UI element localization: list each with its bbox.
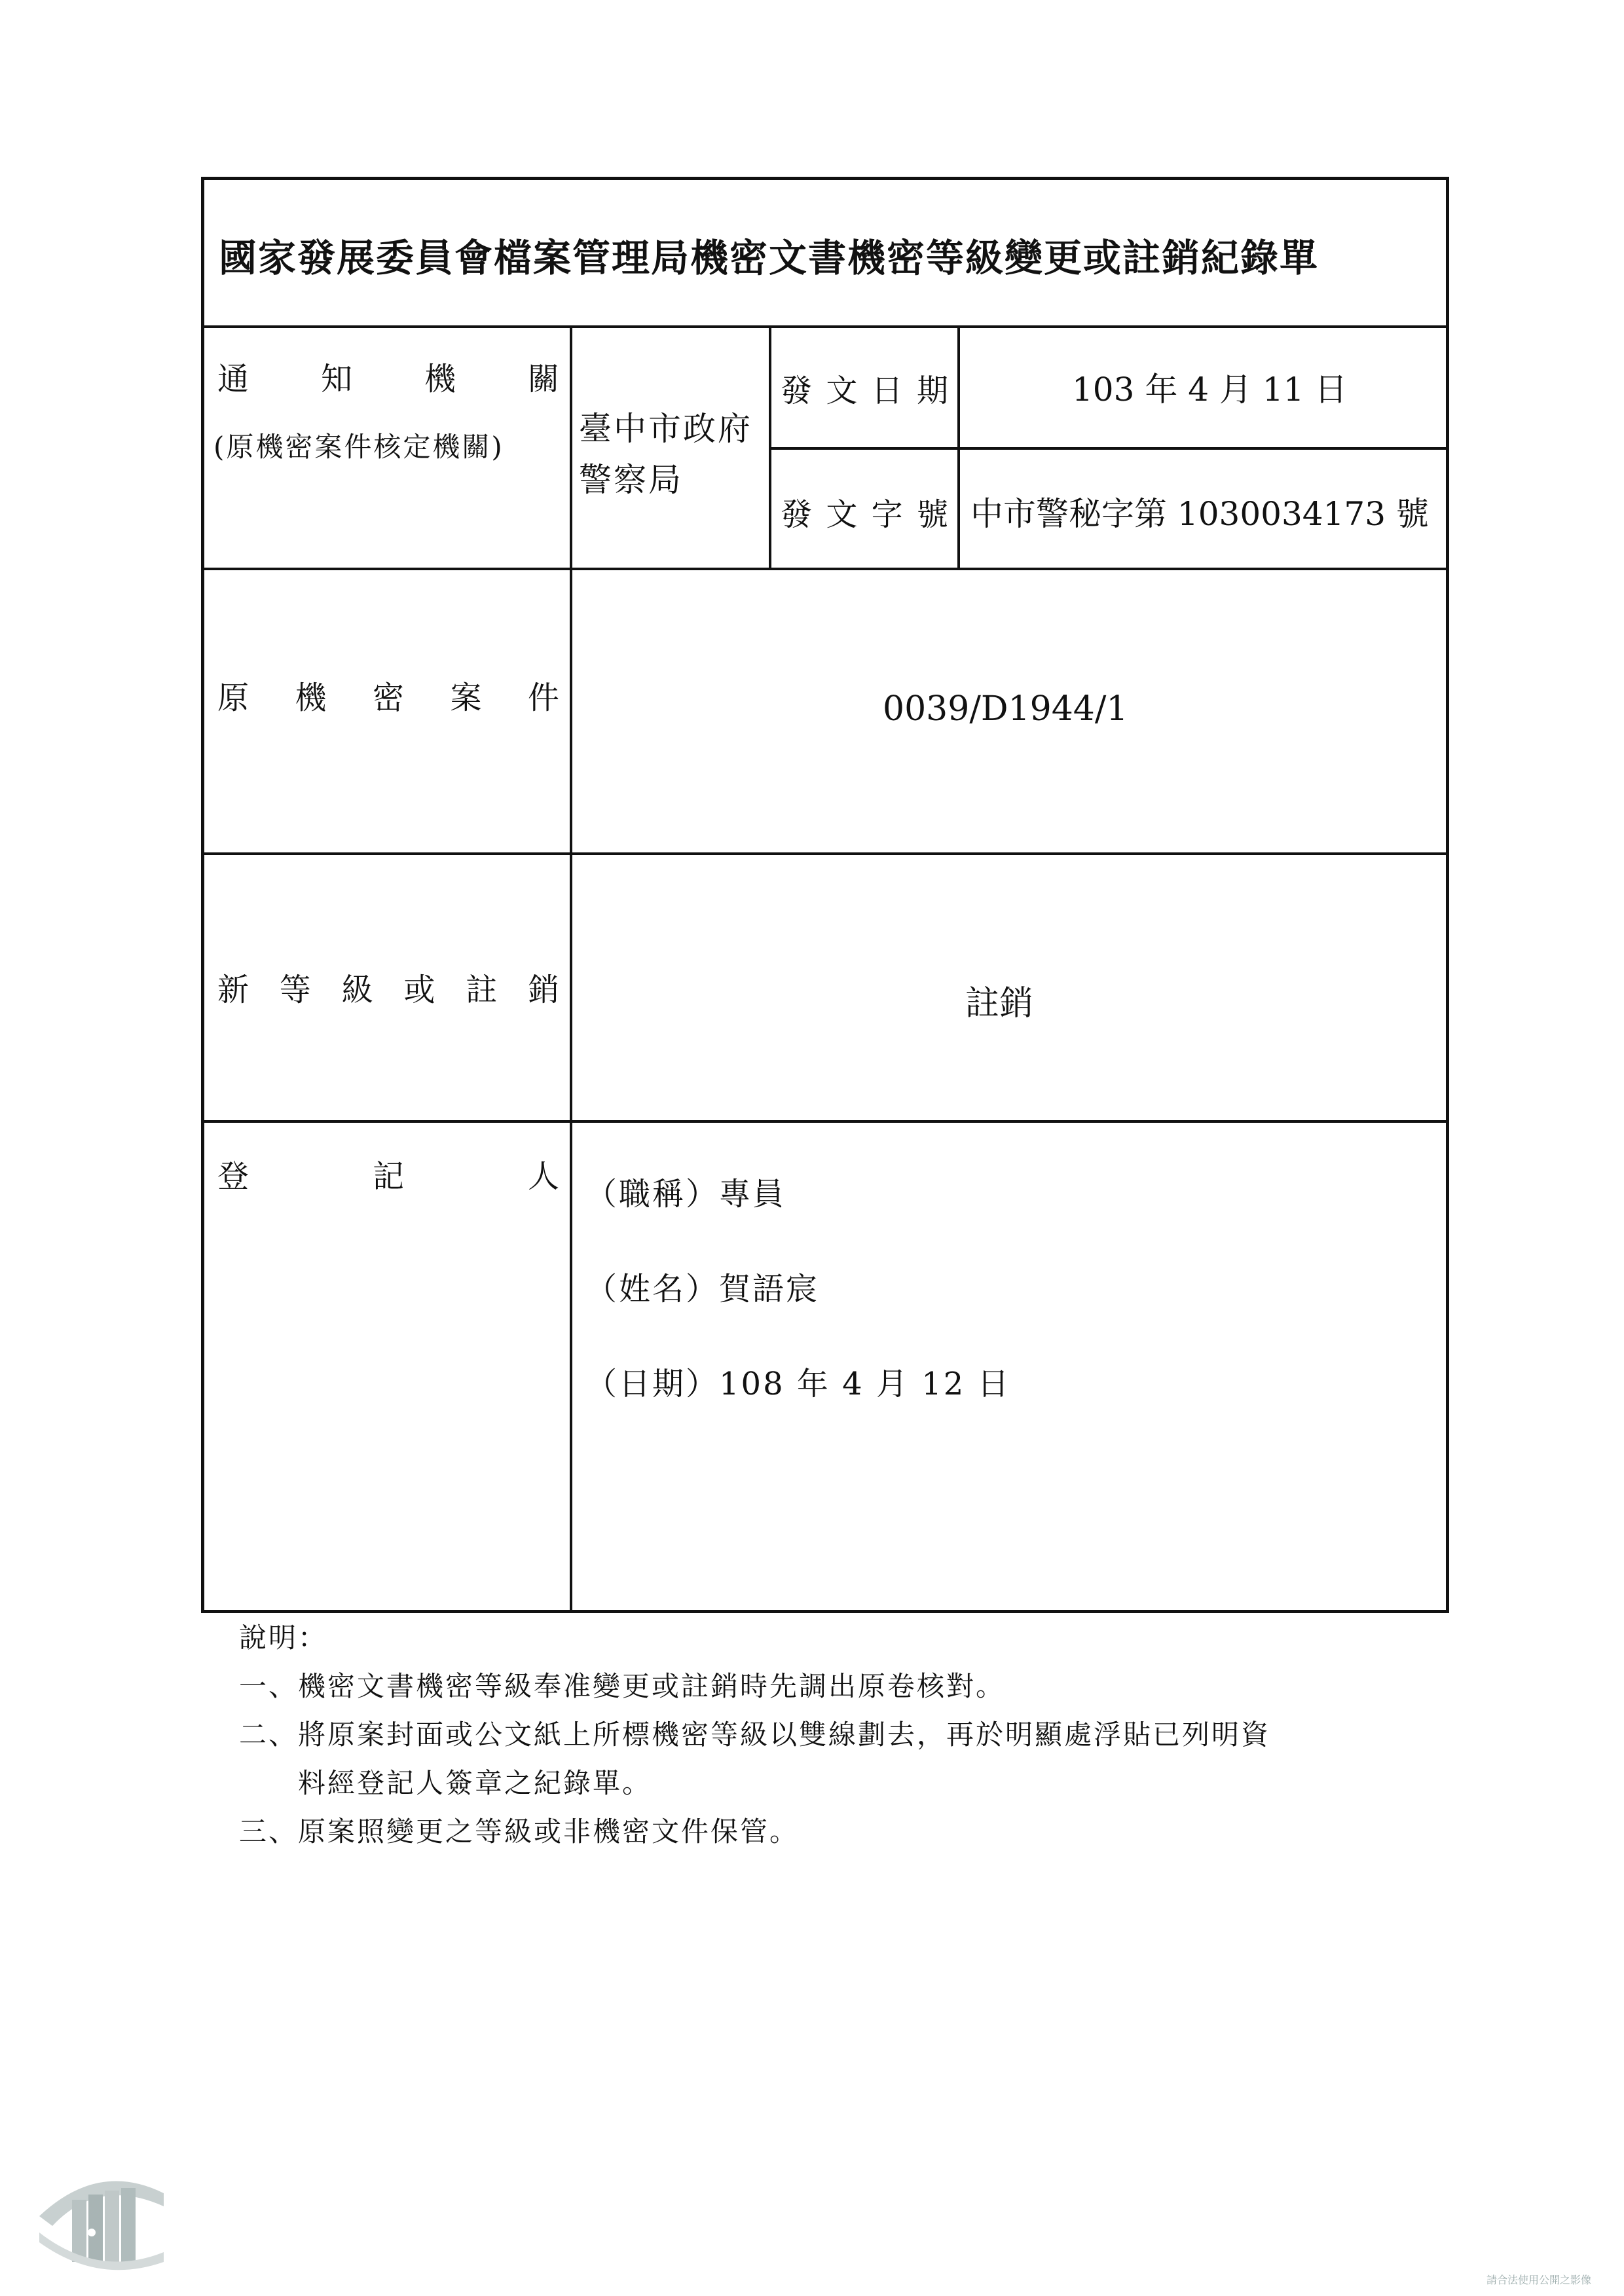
notes-section [239,1614,1418,1856]
note-item-1: 一、機密文書機密等級奉准變更或註銷時先調出原卷核對。 [239,1670,1006,1702]
column-divider [957,325,960,568]
original-case-label: 原 機 密 案 件 [217,680,559,716]
issue-date-value: 103 年 4 月 11 日 [1072,371,1348,409]
form-title: 國家發展委員會檔案管理局機密文書機密等級變更或註銷紀錄單 [219,236,1320,280]
row-divider [204,325,1446,328]
registrar-title: （職稱）專員 [585,1176,786,1212]
row-divider [204,1120,1446,1123]
note-item-2-line-2: 料經登記人簽章之紀錄單。 [298,1767,652,1799]
new-level-value: 註銷 [965,984,1034,1023]
new-level-label: 新 等 級 或 註 銷 [217,972,559,1008]
column-divider [769,325,771,568]
row-divider [771,447,1446,450]
issue-number-label: 發 文 字 號 [781,496,948,533]
notify-agency-label: 通 知 機 關 [217,361,559,397]
original-case-value: 0039/D1944/1 [883,689,1128,729]
registrar-date: （日期）108 年 4 月 12 日 [585,1366,1011,1402]
archive-books-logo-icon [26,2154,170,2278]
notify-agency-sublabel: (原機密案件核定機關) [213,431,504,463]
note-item-2-line-1: 二、將原案封面或公文紙上所標機密等級以雙線劃去，再於明顯處浮貼已列明資 [239,1719,1271,1751]
row-divider [204,852,1446,855]
issue-date-label: 發 文 日 期 [781,373,948,409]
notes-heading: 說明： [239,1622,328,1654]
notify-agency-value-line2: 警察局 [579,461,683,499]
notify-agency-value-line1: 臺中市政府 [579,410,752,448]
issue-number-value: 中市警秘字第 1030034173 號 [970,495,1429,533]
record-form-table [201,177,1449,1613]
column-divider [570,325,572,1610]
note-item-3: 三、原案照變更之等級或非機密文件保管。 [239,1815,800,1848]
registrar-name: （姓名）賀語宸 [585,1271,820,1307]
footer-watermark: 請合法使用公開之影像 [1486,2274,1592,2286]
registrar-label: 登 記 人 [217,1158,559,1195]
row-divider [204,568,1446,570]
